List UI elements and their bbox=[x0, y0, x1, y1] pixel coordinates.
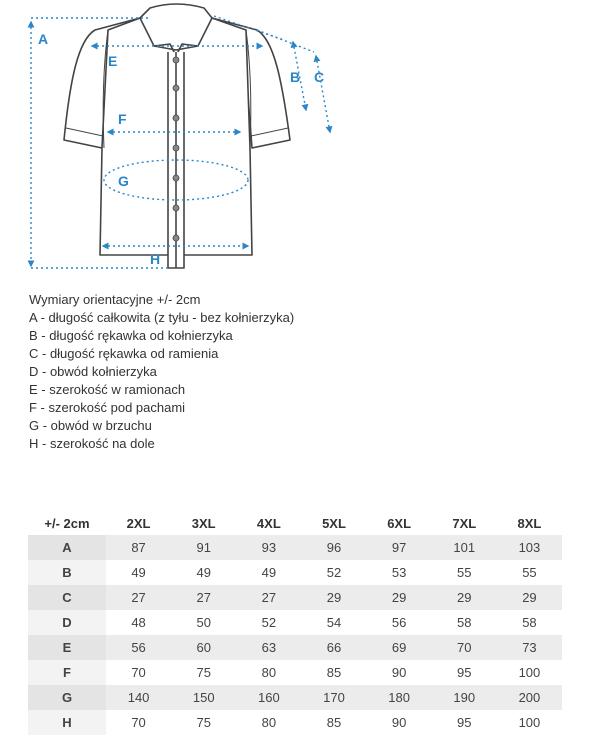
table-cell: 55 bbox=[432, 560, 497, 585]
legend-item-e: E - szerokość w ramionach bbox=[29, 382, 186, 397]
measurement-legend bbox=[29, 291, 294, 453]
table-row bbox=[28, 635, 562, 660]
table-cell: 50 bbox=[171, 610, 236, 635]
size-table-header bbox=[28, 511, 562, 535]
table-cell: 91 bbox=[171, 535, 236, 560]
table-cell: 95 bbox=[432, 660, 497, 685]
table-cell: 27 bbox=[236, 585, 301, 610]
table-cell: 90 bbox=[367, 660, 432, 685]
table-row bbox=[28, 685, 562, 710]
row-label: E bbox=[28, 635, 106, 660]
legend-item-a: A - długość całkowita (z tyłu - bez kołnierzyka) bbox=[29, 310, 295, 325]
table-cell: 80 bbox=[236, 660, 301, 685]
legend-heading: Wymiary orientacyjne +/- 2cm bbox=[29, 292, 201, 307]
row-label: D bbox=[28, 610, 106, 635]
table-cell: 73 bbox=[497, 635, 562, 660]
table-cell: 75 bbox=[171, 710, 236, 735]
table-cell: 70 bbox=[106, 710, 171, 735]
table-cell: 140 bbox=[106, 685, 171, 710]
table-cell: 58 bbox=[432, 610, 497, 635]
table-row bbox=[28, 660, 562, 685]
table-row bbox=[28, 710, 562, 735]
table-cell: 101 bbox=[432, 535, 497, 560]
row-label: C bbox=[28, 585, 106, 610]
label-e: E bbox=[108, 53, 118, 69]
table-cell: 52 bbox=[301, 560, 366, 585]
table-cell: 170 bbox=[301, 685, 366, 710]
size-header: 2XL bbox=[126, 515, 151, 531]
table-row bbox=[28, 610, 562, 635]
table-cell: 85 bbox=[301, 710, 366, 735]
table-cell: 48 bbox=[106, 610, 171, 635]
table-cell: 54 bbox=[301, 610, 366, 635]
table-cell: 52 bbox=[236, 610, 301, 635]
table-cell: 60 bbox=[171, 635, 236, 660]
shirt-outline bbox=[64, 4, 290, 268]
table-cell: 69 bbox=[367, 635, 432, 660]
table-row bbox=[28, 560, 562, 585]
table-cell: 49 bbox=[236, 560, 301, 585]
size-header: 7XL bbox=[452, 515, 477, 531]
table-row bbox=[28, 535, 562, 560]
size-header: 4XL bbox=[256, 515, 281, 531]
label-c: C bbox=[314, 69, 325, 85]
table-cell: 95 bbox=[432, 710, 497, 735]
size-header: 5XL bbox=[322, 515, 346, 531]
row-label: G bbox=[28, 685, 106, 710]
table-cell: 150 bbox=[171, 685, 236, 710]
label-f: F bbox=[118, 111, 127, 127]
table-cell: 93 bbox=[236, 535, 301, 560]
size-table bbox=[28, 511, 562, 735]
table-cell: 100 bbox=[497, 660, 562, 685]
table-cell: 96 bbox=[301, 535, 366, 560]
table-cell: 63 bbox=[236, 635, 301, 660]
table-corner-cell: +/- 2cm bbox=[44, 515, 90, 531]
table-cell: 66 bbox=[301, 635, 366, 660]
shirt-measurement-diagram bbox=[0, 0, 600, 285]
table-cell: 70 bbox=[432, 635, 497, 660]
table-cell: 56 bbox=[367, 610, 432, 635]
dimension-line-c bbox=[316, 56, 330, 132]
label-a: A bbox=[38, 31, 49, 47]
table-cell: 85 bbox=[301, 660, 366, 685]
size-table-body bbox=[28, 535, 562, 735]
row-label: F bbox=[28, 660, 106, 685]
table-cell: 29 bbox=[497, 585, 562, 610]
table-cell: 27 bbox=[106, 585, 171, 610]
legend-item-b: B - długość rękawka od kołnierzyka bbox=[29, 328, 233, 343]
table-row bbox=[28, 585, 562, 610]
size-header: 8XL bbox=[517, 515, 542, 531]
table-cell: 100 bbox=[497, 710, 562, 735]
table-cell: 27 bbox=[171, 585, 236, 610]
legend-item-f: F - szerokość pod pachami bbox=[29, 400, 186, 415]
row-label: A bbox=[28, 535, 106, 560]
table-cell: 75 bbox=[171, 660, 236, 685]
size-header: 6XL bbox=[387, 515, 412, 531]
size-header: 3XL bbox=[191, 515, 216, 531]
table-cell: 180 bbox=[367, 685, 432, 710]
table-cell: 53 bbox=[367, 560, 432, 585]
table-cell: 49 bbox=[171, 560, 236, 585]
table-cell: 29 bbox=[432, 585, 497, 610]
label-h: H bbox=[150, 251, 161, 267]
table-cell: 56 bbox=[106, 635, 171, 660]
row-label: H bbox=[28, 710, 106, 735]
legend-item-d: D - obwód kołnierzyka bbox=[29, 364, 157, 379]
table-cell: 103 bbox=[497, 535, 562, 560]
label-g: G bbox=[118, 173, 129, 189]
table-cell: 55 bbox=[497, 560, 562, 585]
table-cell: 200 bbox=[497, 685, 562, 710]
table-cell: 58 bbox=[497, 610, 562, 635]
table-cell: 70 bbox=[106, 660, 171, 685]
table-cell: 190 bbox=[432, 685, 497, 710]
row-label: B bbox=[28, 560, 106, 585]
table-cell: 29 bbox=[301, 585, 366, 610]
legend-item-c: C - długość rękawka od ramienia bbox=[29, 346, 219, 361]
legend-item-h: H - szerokość na dole bbox=[29, 436, 155, 451]
table-cell: 87 bbox=[106, 535, 171, 560]
table-cell: 97 bbox=[367, 535, 432, 560]
table-cell: 90 bbox=[367, 710, 432, 735]
table-cell: 49 bbox=[106, 560, 171, 585]
table-cell: 160 bbox=[236, 685, 301, 710]
table-cell: 80 bbox=[236, 710, 301, 735]
legend-item-g: G - obwód w brzuchu bbox=[29, 418, 152, 433]
table-cell: 29 bbox=[367, 585, 432, 610]
label-b: B bbox=[290, 69, 301, 85]
